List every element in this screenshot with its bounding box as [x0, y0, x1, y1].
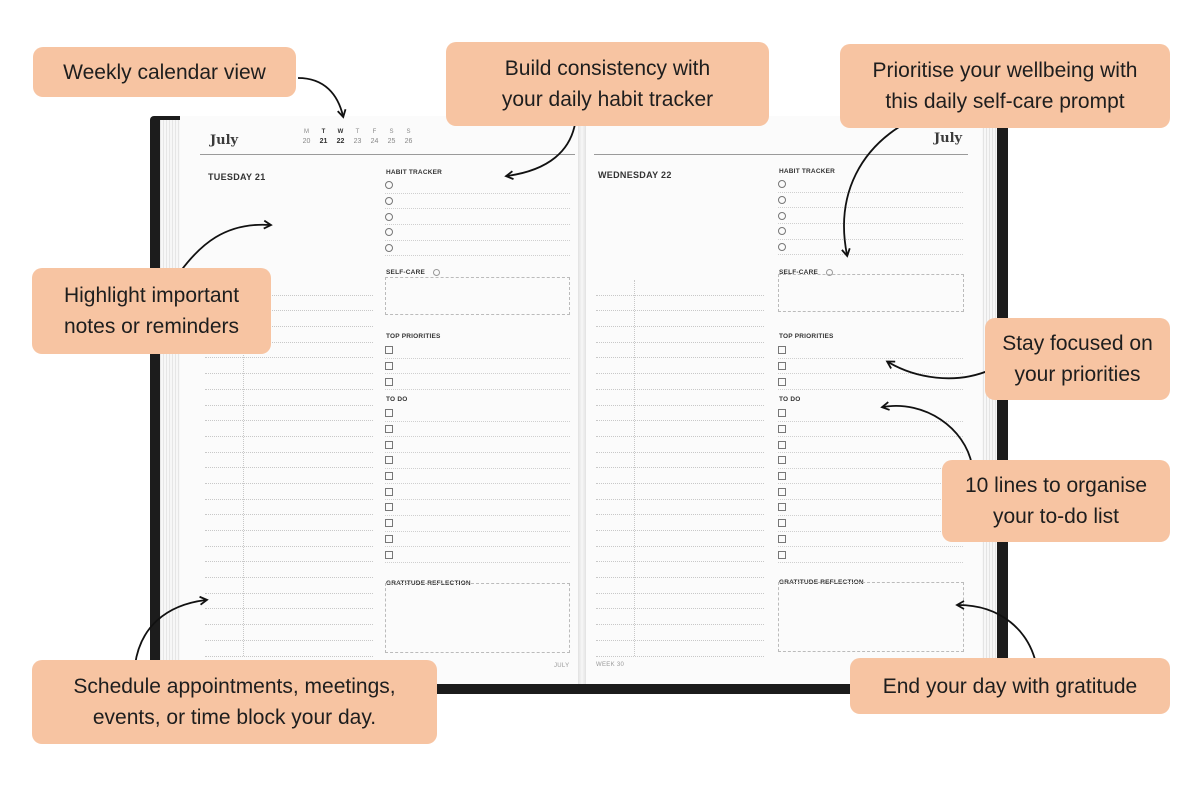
week-day-date: 21 — [319, 138, 328, 145]
callout-wellbeing: Prioritise your wellbeing with this daily self-care prompt — [840, 44, 1170, 128]
to-do-label-right: TO DO — [779, 396, 801, 403]
callout-priorities: Stay focused on your priorities — [985, 318, 1170, 400]
week-day-date: 22 — [336, 138, 345, 145]
callout-todo-lines: 10 lines to organise your to-do list — [942, 460, 1170, 542]
week-day-date: 20 — [302, 138, 311, 145]
top-priorities-label-right: TOP PRIORITIES — [779, 333, 834, 340]
self-care-label-right: SELF-CARE — [779, 269, 818, 276]
arrow-highlight-notes — [180, 225, 270, 272]
callout-schedule: Schedule appointments, meetings, events, or time block your day. — [32, 660, 437, 744]
arrow-wellbeing — [844, 118, 915, 255]
arrow-schedule — [135, 600, 206, 665]
arrow-todo — [883, 406, 972, 465]
arrow-priorities — [888, 362, 990, 378]
week-day-date: 23 — [353, 138, 362, 145]
month-label-right: July — [934, 131, 963, 146]
week-day-letter: M — [304, 129, 309, 135]
month-label-left: July — [210, 133, 239, 148]
week-day-date: 24 — [370, 138, 379, 145]
top-priorities-label-left: TOP PRIORITIES — [386, 333, 441, 340]
habit-tracker-label-right: HABIT TRACKER — [779, 168, 836, 175]
arrow-weekly-calendar — [298, 78, 343, 116]
habit-tracker-label-left: HABIT TRACKER — [386, 169, 443, 176]
week-day-date: 26 — [404, 138, 413, 145]
week-day-letter: S — [406, 129, 411, 135]
date-heading-left: TUESDAY 21 — [208, 172, 266, 182]
week-day-letter: T — [355, 129, 360, 135]
week-day-letter: S — [389, 129, 394, 135]
week-day-letter: F — [372, 129, 377, 135]
gratitude-label-left: GRATITUDE REFLECTION — [386, 580, 471, 587]
arrow-habit-tracker — [507, 124, 575, 176]
week-day-letter: W — [337, 129, 344, 135]
week-day-letter: T — [321, 129, 326, 135]
week-day-date: 25 — [387, 138, 396, 145]
footer-month: JULY — [554, 663, 570, 669]
callout-weekly-calendar: Weekly calendar view — [33, 47, 296, 97]
callout-gratitude: End your day with gratitude — [850, 658, 1170, 714]
to-do-label-left: TO DO — [386, 396, 408, 403]
footer-week: WEEK 30 — [596, 662, 625, 668]
callout-habit-tracker: Build consistency with your daily habit tracker — [446, 42, 769, 126]
date-heading-right: WEDNESDAY 22 — [598, 170, 672, 180]
callout-highlight-notes: Highlight important notes or reminders — [32, 268, 271, 354]
gratitude-label-right: GRATITUDE REFLECTION — [779, 579, 864, 586]
self-care-label-left: SELF-CARE — [386, 269, 425, 276]
